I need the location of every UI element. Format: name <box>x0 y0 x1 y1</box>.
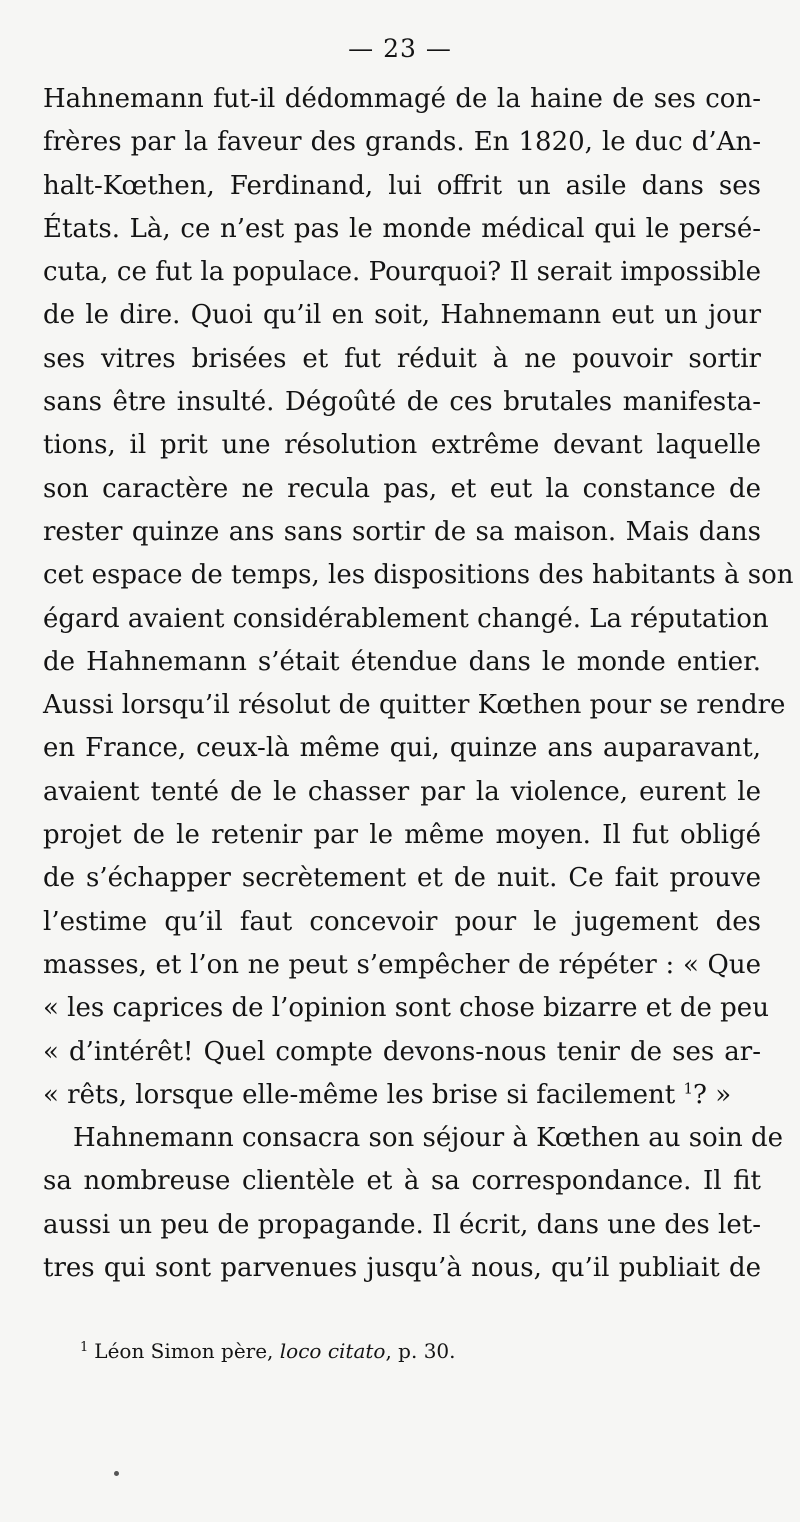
text-line: masses, et l’on ne peut s’empêcher de répéter : « Que <box>43 949 761 980</box>
text-line: sans être insulté. Dégoûté de ces brutales manifesta- <box>43 387 761 418</box>
text-line: tions, il prit une résolution extrême devant laquelle <box>43 430 761 461</box>
body-text <box>43 78 794 1290</box>
text-line: aussi un peu de propagande. Il écrit, dans une des let- <box>43 1209 761 1240</box>
paragraph-first-line: Hahnemann consacra son séjour à Kœthen au soin de <box>73 1123 784 1154</box>
text-line: rester quinze ans sans sortir de sa maison. Mais dans <box>43 516 761 547</box>
text-line: en France, ceux-là même qui, quinze ans auparavant, <box>43 733 761 764</box>
text-line: son caractère ne recula pas, et eut la constance de <box>43 473 761 504</box>
closing-quote: ? » <box>693 1079 732 1110</box>
text-line: halt-Kœthen, Ferdinand, lui offrit un asile dans ses <box>43 170 761 201</box>
footnote-call[interactable]: 1 <box>683 1079 693 1098</box>
text-line: sa nombreuse clientèle et à sa correspondance. Il fit <box>43 1166 761 1197</box>
text-line: frères par la faveur des grands. En 1820, le duc d’An- <box>43 127 761 158</box>
footnote-reference: loco citato <box>279 1339 386 1363</box>
footnote-mark: 1 <box>80 1340 89 1355</box>
text-line: tres qui sont parvenues jusqu’à nous, qu’il publiait de <box>43 1253 761 1284</box>
text-line: ses vitres brisées et fut réduit à ne pouvoir sortir <box>43 343 761 374</box>
footnote-author: Léon Simon père, <box>94 1339 274 1363</box>
text-line: égard avaient considérablement changé. La réputation <box>43 603 769 634</box>
page-number: — 23 — <box>348 34 452 63</box>
footnote-page: , p. 30. <box>385 1339 456 1363</box>
text-line: de le dire. Quoi qu’il en soit, Hahnemann eut un jour <box>43 300 761 331</box>
ink-speck <box>114 1471 119 1476</box>
text-line: avaient tenté de le chasser par la violence, eurent le <box>43 776 761 807</box>
text-line: de s’échapper secrètement et de nuit. Ce fait prouve <box>43 863 761 894</box>
text-line: cet espace de temps, les dispositions des habitants à son <box>43 560 794 591</box>
text-line: cuta, ce fut la populace. Pourquoi? Il serait impossible <box>43 257 761 288</box>
text-line: Hahnemann fut-il dédommagé de la haine de ses con- <box>43 84 761 114</box>
text-line: l’estime qu’il faut concevoir pour le jugement des <box>43 906 761 937</box>
footnote <box>80 1335 456 1364</box>
text-line: États. Là, ce n’est pas le monde médical qui le persé- <box>43 213 761 244</box>
text-line-with-note-call <box>43 1074 761 1117</box>
text-line: « d’intérêt! Quel compte devons-nous tenir de ses ar- <box>43 1036 761 1067</box>
text-line-content: « rêts, lorsque elle-même les brise si facilement <box>43 1079 676 1110</box>
text-line: projet de le retenir par le même moyen. Il fut obligé <box>43 820 761 851</box>
text-line: de Hahnemann s’était étendue dans le monde entier. <box>43 646 761 677</box>
text-line: Aussi lorsqu’il résolut de quitter Kœthen pour se rendre <box>43 690 786 721</box>
text-line: « les caprices de l’opinion sont chose bizarre et de peu <box>43 993 769 1024</box>
